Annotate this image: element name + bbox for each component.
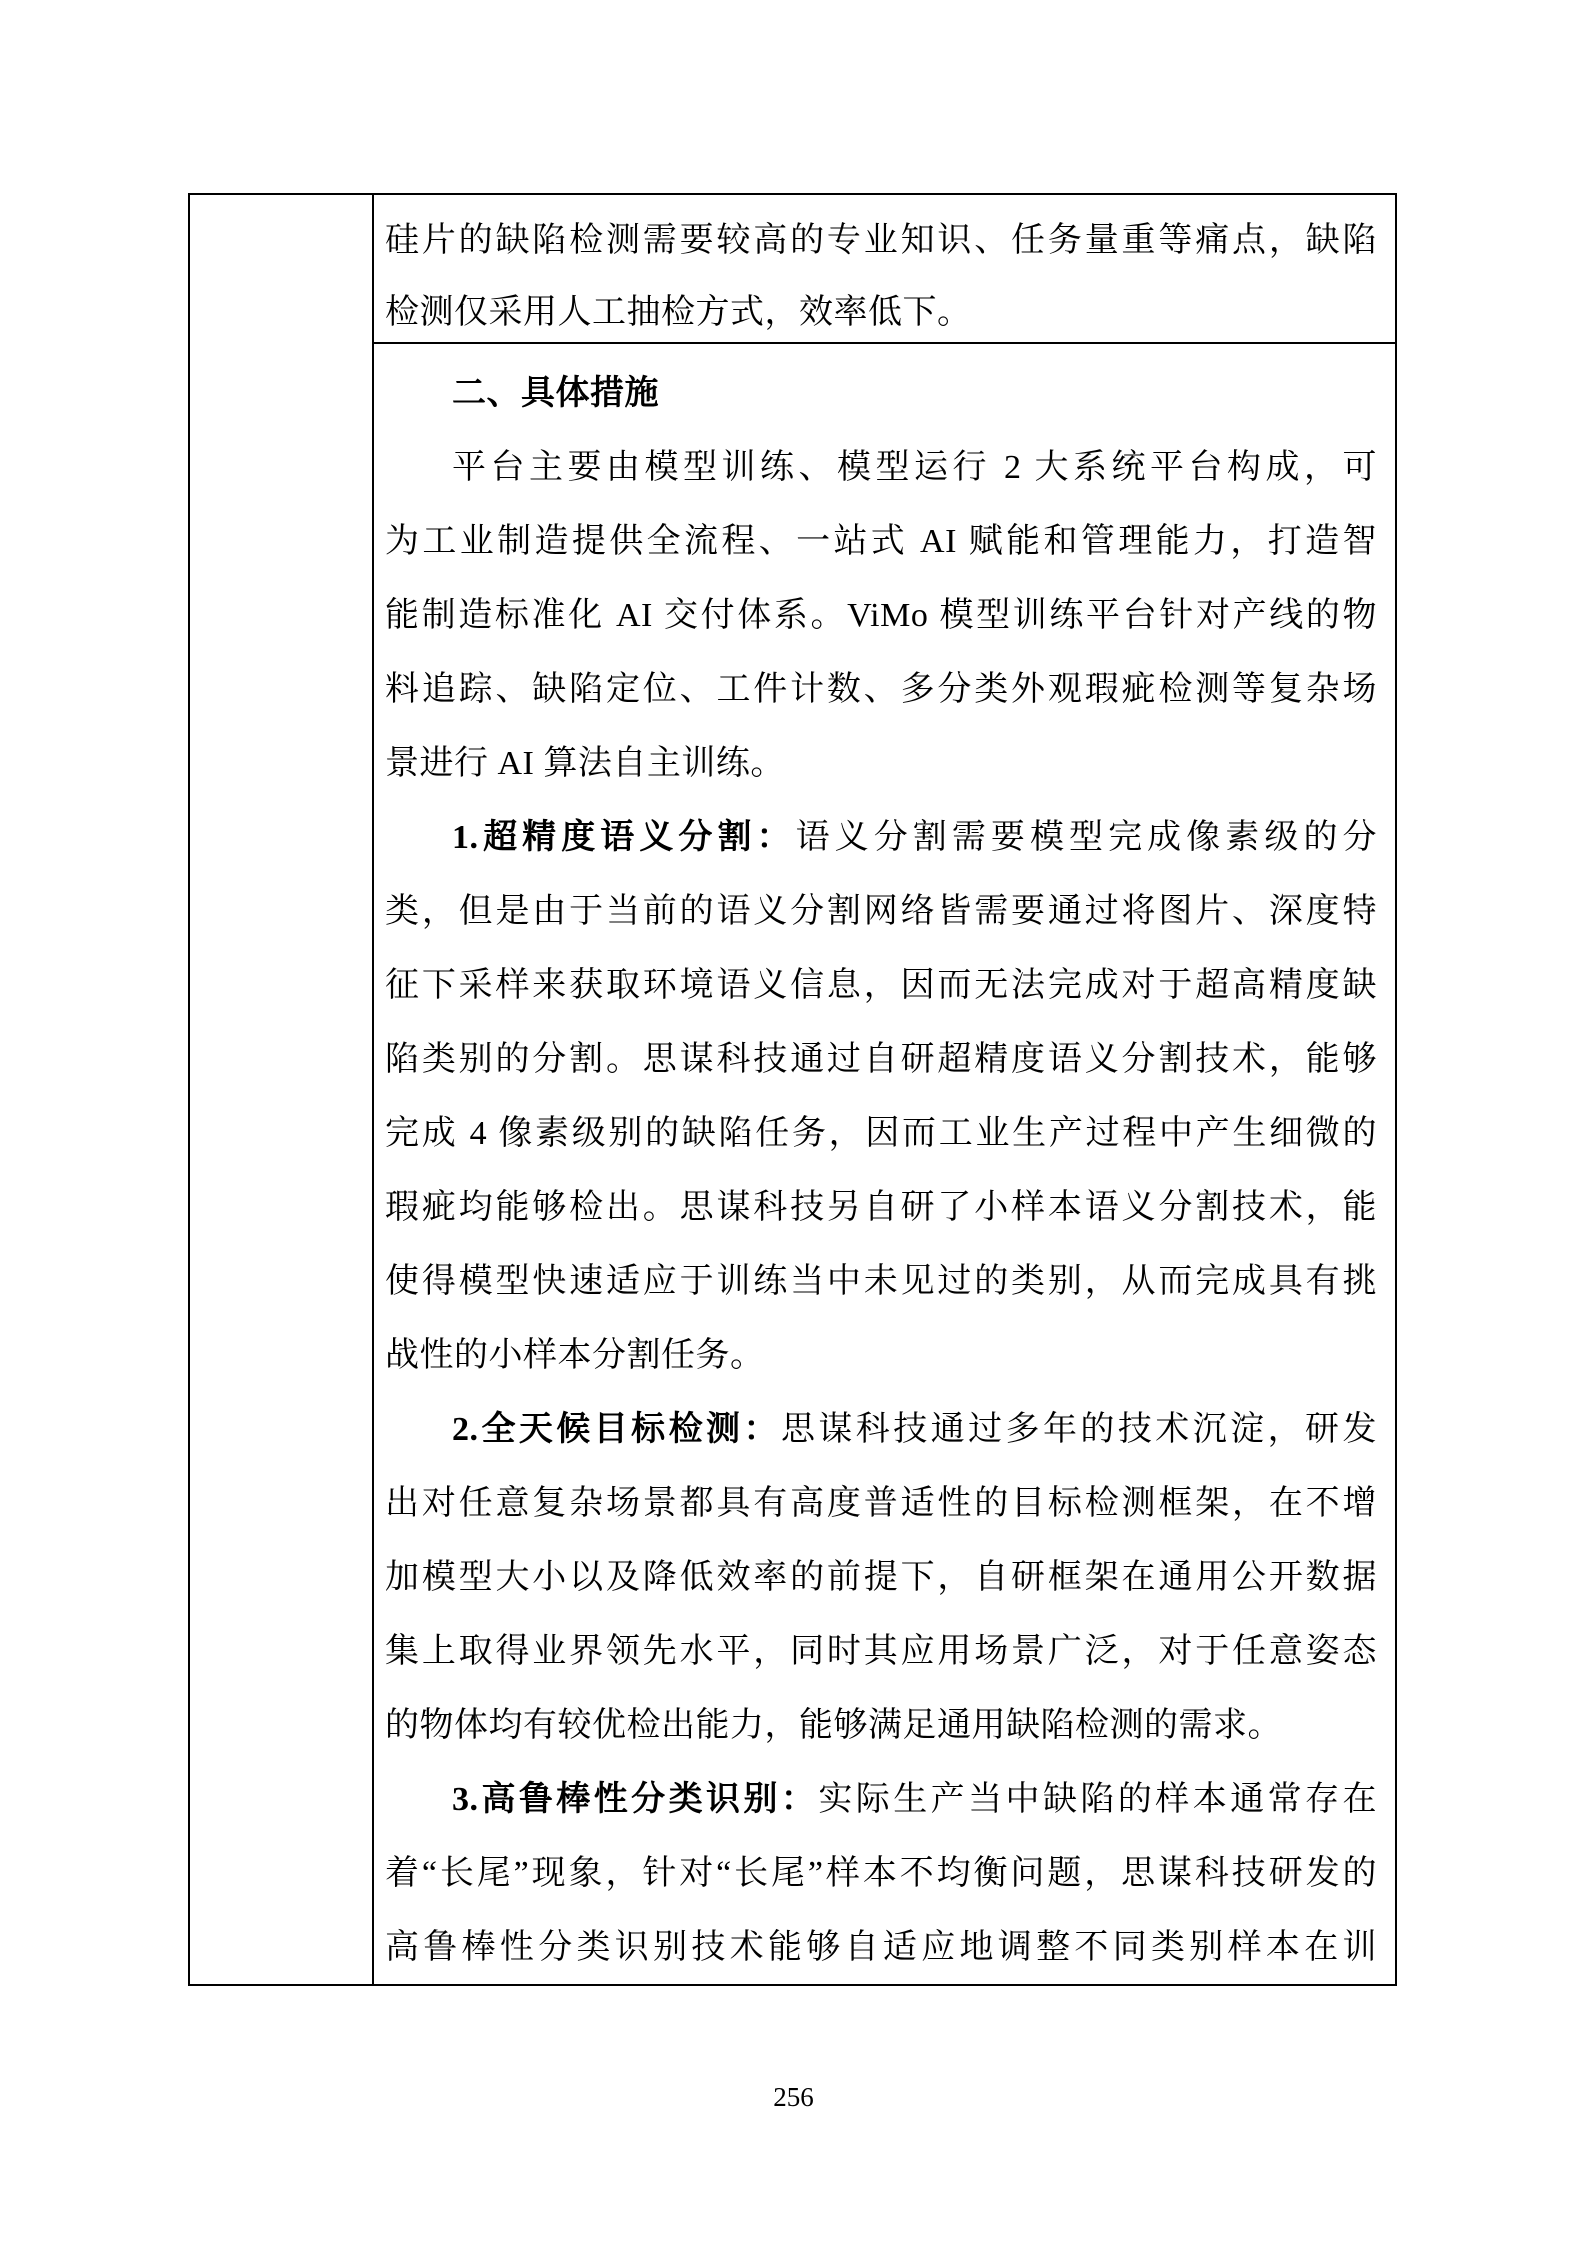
text-run: 使得模型快速适应于训练当中未见过的类别，从而完成具有挑 xyxy=(385,1263,1377,1300)
text-line xyxy=(385,1097,1377,1171)
bold-text-run: 二、具体措施 xyxy=(452,375,659,412)
text-run: 战性的小样本分割任务。 xyxy=(385,1337,765,1374)
text-run: 实际生产当中缺陷的样本通常存在 xyxy=(818,1781,1377,1818)
text-run: 料追踪、缺陷定位、工件计数、多分类外观瑕疵检测等复杂场 xyxy=(385,671,1377,708)
text-run: 硅片的缺陷检测需要较高的专业知识、任务量重等痛点，缺陷 xyxy=(385,222,1377,259)
text-line xyxy=(385,431,1377,505)
text-run: 陷类别的分割。思谋科技通过自研超精度语义分割技术，能够 xyxy=(385,1041,1377,1078)
text-run: 能制造标准化 AI 交付体系。ViMo 模型训练平台针对产线的物 xyxy=(385,597,1377,634)
text-line xyxy=(385,727,1377,801)
text-run: 出对任意复杂场景都具有高度普适性的目标检测框架，在不增 xyxy=(385,1485,1377,1522)
bold-text-run: 1.超精度语义分割： xyxy=(452,819,796,856)
page-number: 256 xyxy=(773,2082,814,2112)
text-run: 加模型大小以及降低效率的前提下，自研框架在通用公开数据 xyxy=(385,1559,1377,1596)
text-run: 瑕疵均能够检出。思谋科技另自研了小样本语义分割技术，能 xyxy=(385,1189,1377,1226)
text-line xyxy=(385,1393,1377,1467)
text-run: 为工业制造提供全流程、一站式 AI 赋能和管理能力，打造智 xyxy=(385,523,1377,560)
text-line xyxy=(385,1615,1377,1689)
text-line xyxy=(385,801,1377,875)
text-line xyxy=(385,505,1377,579)
text-run: 类，但是由于当前的语义分割网络皆需要通过将图片、深度特 xyxy=(385,893,1377,930)
text-line xyxy=(385,875,1377,949)
text-run: 征下采样来获取环境语义信息，因而无法完成对于超高精度缺 xyxy=(385,967,1377,1004)
text-line xyxy=(385,653,1377,727)
text-run: 语义分割需要模型完成像素级的分 xyxy=(795,819,1377,856)
bold-text-run: 3.高鲁棒性分类识别： xyxy=(452,1781,819,1818)
text-line xyxy=(385,357,1377,431)
text-run: 着“长尾”现象，针对“长尾”样本不均衡问题，思谋科技研发的 xyxy=(385,1855,1377,1892)
text-run: 平台主要由模型训练、模型运行 2 大系统平台构成，可 xyxy=(452,449,1377,486)
text-line xyxy=(385,1763,1377,1837)
text-line xyxy=(385,1541,1377,1615)
text-line xyxy=(385,1171,1377,1245)
text-line xyxy=(385,1467,1377,1541)
text-run: 的物体均有较优检出能力，能够满足通用缺陷检测的需求。 xyxy=(385,1707,1282,1744)
text-run: 完成 4 像素级别的缺陷任务，因而工业生产过程中产生细微的 xyxy=(385,1115,1377,1152)
text-line xyxy=(385,1911,1377,1984)
bold-text-run: 2.全天候目标检测： xyxy=(452,1411,781,1448)
text-line xyxy=(385,579,1377,653)
text-run: 高鲁棒性分类识别技术能够自适应地调整不同类别样本在训 xyxy=(385,1929,1377,1966)
table-right-column xyxy=(374,195,1395,1984)
text-run: 思谋科技通过多年的技术沉淀，研发 xyxy=(780,1411,1377,1448)
text-run: 检测仅采用人工抽检方式，效率低下。 xyxy=(385,294,972,331)
text-line xyxy=(385,1245,1377,1319)
text-line xyxy=(385,277,1377,344)
text-line xyxy=(385,1837,1377,1911)
table-left-cell xyxy=(190,195,374,1984)
text-run: 集上取得业界领先水平，同时其应用场景广泛，对于任意姿态 xyxy=(385,1633,1377,1670)
text-line xyxy=(385,1023,1377,1097)
text-line xyxy=(385,205,1377,277)
content-table xyxy=(188,193,1397,1986)
text-run: 景进行 AI 算法自主训练。 xyxy=(385,745,785,782)
text-line xyxy=(385,1689,1377,1763)
table-cell-measures xyxy=(374,344,1395,1984)
text-line xyxy=(385,949,1377,1023)
table-cell-overview xyxy=(374,195,1395,344)
text-line xyxy=(385,1319,1377,1393)
